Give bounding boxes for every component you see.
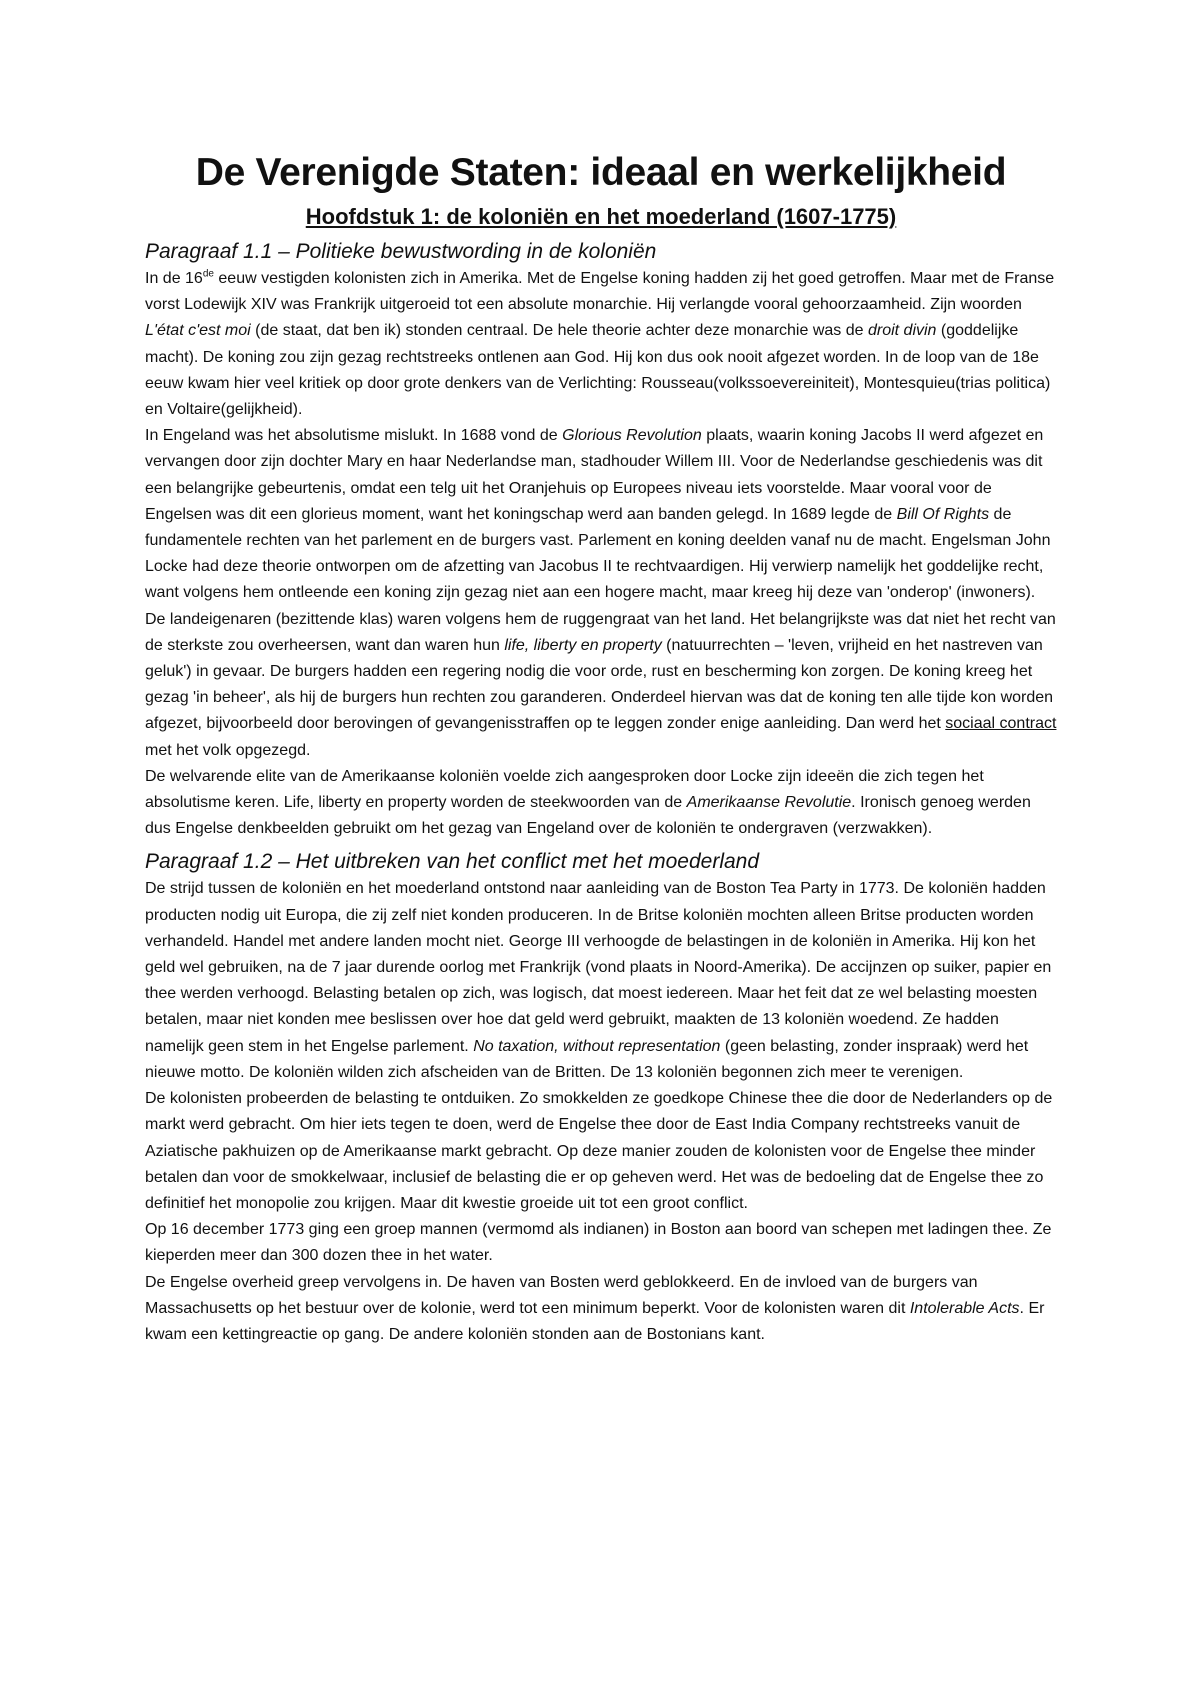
text-run: met het volk opgezegd. [145,741,311,759]
text-run: De strijd tussen de koloniën en het moederland ontstond naar aanleiding van de Boston Tea Party in 1773. De koloniën hadden producten nodig uit Europa, die zij zelf niet konden produceren. In de Britse koloniën mochten alleen Britse producten worden verhandeld. Handel met andere landen mocht niet. George III verhoogde de belastingen in de koloniën in Amerika. Hij kon het geld wel gebruiken, na de 7 jaar durende oorlog met Frankrijk (vond plaats in Noord-Amerika). De accijnzen op suiker, papier en thee werden verhoogd. Belasting betalen op zich, was logisch, dat moest iedereen. Maar het feit dat ze wel belasting moesten betalen, maar niet konden mee beslissen over hoe dat geld werd gebruikt, maakten de 13 koloniën woedend. Ze hadden namelijk geen stem in het Engelse parlement. [145,880,1052,1055]
text-run: eeuw vestigden kolonisten zich in Amerika. Met de Engelse koning hadden zij het goed getroffen. Maar met de Franse vorst Lodewijk XIV was Frankrijk uitgeroeid tot een absolute monarchie. Hij verlangde vooral gehoorzaamheid. Zijn woorden [145,270,1055,314]
section-heading-1-2: Paragraaf 1.2 – Het uitbreken van het conflict met het moederland [145,850,760,874]
paragraph [145,1270,1057,1349]
text-run: De welvarende elite van de Amerikaanse koloniën voelde zich aangesproken door Locke zijn ideeën die zich tegen het absolutisme keren. Life, liberty en property worden de steekwoorden van de [145,767,984,812]
paragraph [145,266,1057,423]
text-run: . Er kwam een kettingreactie op gang. De andere koloniën stonden aan de Bostonians kant. [145,1299,1045,1343]
text-run: . Ironisch genoeg werden dus Engelse denkbeelden gebruikt om het gezag van Engeland over de koloniën te ondergraven (verzwakken). [145,794,1031,838]
text-run: In Engeland was het absolutisme mislukt. In 1688 vond de [145,427,563,445]
superscript: de [202,268,214,280]
paragraph [145,876,1057,1086]
italic-term: Intolerable Acts [909,1299,1020,1317]
document-body [145,150,1057,1348]
chapter-heading: Hoofdstuk 1: de koloniën en het moederland (1607-1775) [305,204,897,229]
text-run: (geen belasting, zonder inspraak) werd het nieuwe motto. De koloniën wilden zich afscheiden van de Britten. De 13 koloniën begonnen zich meer te verenigen. [145,1037,1029,1081]
document-title: De Verenigde Staten: ideaal en werkelijkheid [195,151,1007,194]
text-run: (goddelijke macht). De koning zou zijn gezag rechtstreeks ontlenen aan God. Hij kon dus ook nooit afgezet worden. In de loop van de 18e eeuw kwam hier veel kritiek op door grote denkers van de Verlichting: Rousseau(volkssoevereiniteit), Montesquieu(trias politica) en Voltaire(gelijkheid). [145,322,1051,419]
text-run: De Engelse overheid greep vervolgens in. De haven van Bosten werd geblokkeerd. En de invloed van de burgers van Massachusetts op het bestuur over de kolonie, werd tot een minimum beperkt. Voor de kolonisten waren dit [145,1273,978,1317]
underlined-term: sociaal contract [945,715,1057,733]
paragraph: De kolonisten probeerden de belasting te ontduiken. Zo smokkelden ze goedkope Chinese thee die door de Nederlanders op de markt werd gebracht. Om hier iets tegen te doen, werd de Engelse thee door de East India Company rechtstreeks vanuit de Aziatische pakhuizen op de Amerikaanse markt gebracht. Op deze manier zouden de kolonisten voor de Engelse thee minder betalen dan voor de smokkelwaar, inclusief de belasting die er op geheven werd. Het was de bedoeling dat de Engelse thee zo definitief het monopolie zou krijgen. Maar dit kwestie groeide uit tot een groot conflict. [145,1090,1053,1212]
italic-term: life, liberty en property [504,636,662,654]
paragraph [145,423,1057,764]
text-run: de fundamentele rechten van het parlement en de burgers vast. Parlement en koning deelden vanaf nu de macht. Engelsman John Locke had deze theorie ontworpen om de afzetting van Jacobus II te rechtvaardigen. Hij verwierp namelijk het goddelijke recht, want volgens hem ontleende een koning zijn gezag niet aan een hogere macht, maar kreeg hij deze van 'onderop' (inwoners). De landeigenaren (bezittende klas) waren volgens hem de ruggengraat van het land. Het belangrijkste was dat niet het recht van de sterkste zou overheersen, want dan waren hun [145,505,1056,654]
italic-term: No taxation, without representation [473,1037,721,1055]
italic-term: Glorious Revolution [562,427,702,445]
italic-term: Amerikaanse Revolutie [686,794,852,812]
italic-term: Bill Of Rights [896,505,990,523]
italic-term: droit divin [867,322,937,340]
paragraph [145,764,1057,843]
section-heading-1-1: Paragraaf 1.1 – Politieke bewustwording in de koloniën [145,240,657,263]
text-run: In de 16 [145,270,203,287]
text-run: (de staat, dat ben ik) stonden centraal. De hele theorie achter deze monarchie was de [250,322,868,340]
text-run: plaats, waarin koning Jacobs II werd afgezet en vervangen door zijn dochter Mary en haar Nederlandse man, stadhouder Willem III. Voor de Nederlandse geschiedenis was dit een belangrijke gebeurtenis, omdat een telg uit het Oranjehuis op Europees niveau iets voorstelde. Maar vooral voor de Engelsen was dit een glorieus moment, want het koningschap werd aan banden gelegd. In 1689 legde de [145,427,1044,523]
paragraph: Op 16 december 1773 ging een groep mannen (vermomd als indianen) in Boston aan boord van schepen met ladingen thee. Ze kieperden meer dan 300 dozen thee in het water. [145,1221,1052,1265]
text-run: (natuurrechten – 'leven, vrijheid en het nastreven van geluk') in gevaar. De burgers hadden een regering nodig die voor orde, rust en bescherming kon zorgen. De koning kreeg het gezag 'in beheer', als hij de burgers hun rechten zou garanderen. Onderdeel hiervan was dat de koning ten alle tijde kon worden afgezet, bijvoorbeeld door berovingen of gevangenisstraffen op te leggen zonder enige aanleiding. Dan werd het [145,636,1054,733]
italic-term: L'état c'est moi [145,322,251,340]
